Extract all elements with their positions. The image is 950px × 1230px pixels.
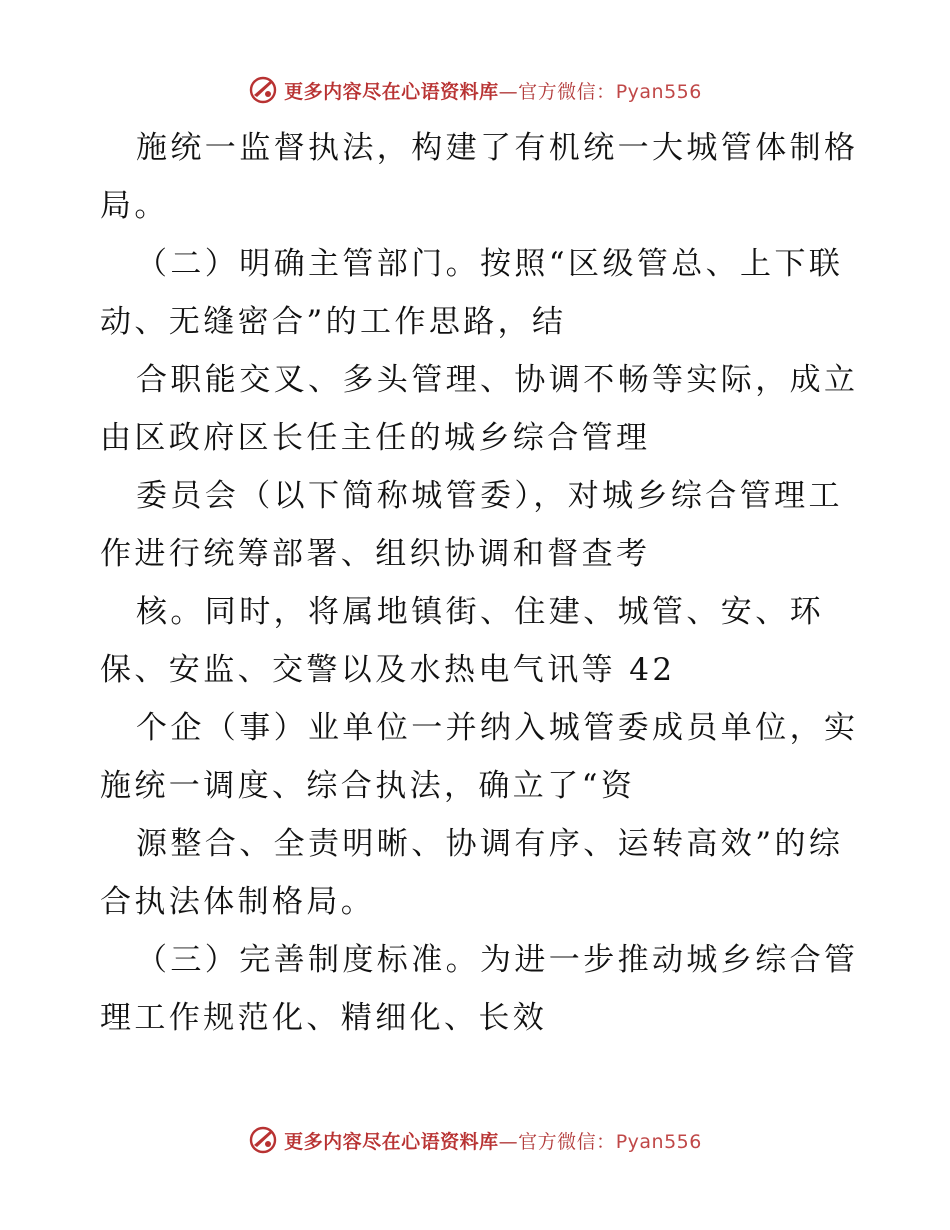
- text-line: 施统一监督执法，构建了有机统一大城管体制格: [136, 130, 859, 166]
- text-line: 动、无缝密合”的工作思路，结: [100, 304, 567, 340]
- logo-icon: [248, 1125, 278, 1155]
- watermark-wechat-id: Pyan556: [615, 1130, 702, 1153]
- text-line: 合执法体制格局。: [100, 884, 376, 920]
- document-body: [100, 119, 860, 1047]
- text-line: （二）明确主管部门。按照“区级管总、上下联: [136, 246, 844, 282]
- watermark-site: 更多内容尽在心语资料库: [284, 1130, 499, 1153]
- text-line: （三）完善制度标准。为进一步推动城乡综合管: [136, 942, 859, 978]
- watermark-text: [284, 1127, 702, 1154]
- text-line: 局。: [100, 188, 169, 224]
- text-line: 理工作规范化、精细化、长效: [100, 1000, 548, 1036]
- watermark-dash: —: [498, 80, 519, 103]
- text-line: 源整合、全责明晰、协调有序、运转高效”的综: [136, 826, 844, 862]
- watermark-wechat-id: Pyan556: [615, 80, 702, 103]
- text-line: 由区政府区长任主任的城乡综合管理: [100, 420, 651, 456]
- text-line: 施统一调度、综合执法，确立了“资: [100, 768, 636, 804]
- logo-icon: [248, 75, 278, 105]
- footer-watermark: [0, 1120, 950, 1160]
- watermark-dash: —: [498, 1130, 519, 1153]
- watermark-text: [284, 77, 702, 104]
- text-line: 核。同时，将属地镇街、住建、城管、安、环: [136, 594, 824, 630]
- watermark-official: 官方微信：: [518, 80, 616, 103]
- text-line: 委员会（以下简称城管委），对城乡综合管理工: [136, 478, 843, 514]
- text-line: 个企（事）业单位一并纳入城管委成员单位，实: [136, 710, 859, 746]
- watermark-site: 更多内容尽在心语资料库: [284, 80, 499, 103]
- text-line: 合职能交叉、多头管理、协调不畅等实际，成立: [136, 362, 859, 398]
- watermark-official: 官方微信：: [518, 1130, 616, 1153]
- text-line: 作进行统筹部署、组织协调和督查考: [100, 536, 651, 572]
- header-watermark: [0, 70, 950, 110]
- text-line: 保、安监、交警以及水热电气讯等 42: [100, 652, 676, 688]
